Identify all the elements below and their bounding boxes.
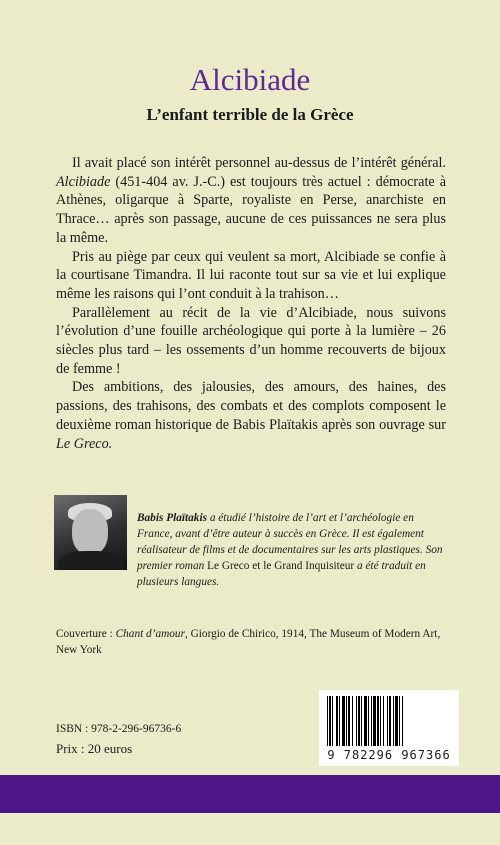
author-name: Babis Plaïtakis: [137, 512, 207, 524]
blurb-paragraph-3: Parallèlement au récit de la vie d’Alcibiade, nous suivons l’évolution d’une fouille archéologique qui porte à la lumière – 26 siècles plus tard – les ossements d’un homme recouverts de bijoux de femme !: [56, 304, 446, 377]
cover-credit: Couverture : Chant d’amour, Giorgio de Chirico, 1914, The Museum of Modern Art, New York: [56, 628, 441, 656]
blurb-paragraph-4: Des ambitions, des jalousies, des amours, des haines, des passions, des trahisons, des combats et des complots composent le deuxième roman historique de Babis Plaïtakis après son ouvrage sur Le Greco.: [56, 379, 446, 452]
barcode-number: 9 782296 967366: [327, 748, 451, 762]
blurb: [56, 154, 446, 453]
barcode: [319, 690, 459, 766]
isbn: ISBN : 978-2-296-96736-6: [56, 723, 182, 735]
blurb-paragraph-1: Il avait placé son intérêt personnel au-dessus de l’intérêt général. Alcibiade (451-404 av. J.-C.) est toujours très actuel : démocrate à Athènes, oligarque à Sparte, royaliste en Perse, anarchiste en Thrace… après son passage, aucune de ces puissances ne sera plus la même.: [56, 155, 446, 246]
author-bio: Babis Plaïtakis a étudié l’histoire de l’art et l’archéologie en France, avant d’être auteur à succès en Grèce. Il est également réalisateur de films et de documentaires sur les arts plastiques. Son premier roman Le Greco et le Grand Inquisiteur a été traduit en plusieurs langues.: [137, 512, 443, 588]
blurb-paragraph-2: Pris au piège par ceux qui veulent sa mort, Alcibiade se confie à la courtisane Timandra. Il lui raconte tout sur sa vie et lui explique même les raisons qui l’ont conduit à la trahison…: [56, 248, 446, 302]
price: Prix : 20 euros: [56, 741, 133, 756]
author-book-title: Le Greco et le Grand Inquisiteur: [207, 560, 355, 572]
author-photo: [54, 495, 127, 570]
bottom-band: [0, 775, 500, 813]
cover-subtitle: L’enfant terrible de la Grèce: [146, 105, 354, 124]
barcode-bars: [325, 696, 453, 748]
cover-title: Alcibiade: [189, 62, 311, 97]
